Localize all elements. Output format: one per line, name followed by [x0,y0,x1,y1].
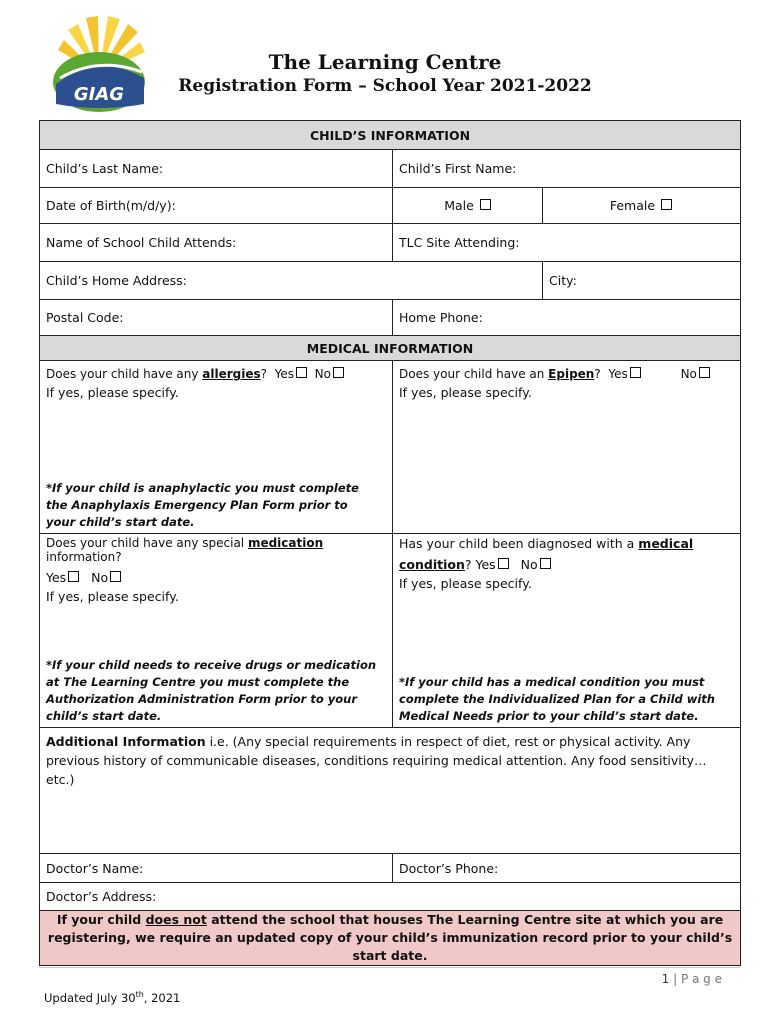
svg-text:GIAG: GIAG [73,84,125,105]
medication-yes-checkbox[interactable] [68,571,79,582]
medication-options: Yes No [46,570,386,585]
anaphylactic-note: *If your child is anaphylactic you must complete the Anaphylaxis Emergency Plan Form prior to your child’s start date. [46,481,359,529]
allergies-question: Does your child have any allergies? Yes No [46,367,386,381]
medication-no-checkbox[interactable] [110,571,121,582]
female-option [543,188,741,224]
home-phone-field[interactable] [393,300,741,336]
male-label: Male [444,198,474,213]
first-name-label: Child’s First Name: [399,161,517,176]
epipen-yes-checkbox[interactable] [630,367,641,378]
immunization-notice: If your child does not attend the school that houses The Learning Centre site at which you are registering, we require an updated copy of your child’s immunization record prior to your child’s start date. [40,911,741,966]
registration-form [39,120,741,966]
city-field[interactable] [543,262,741,300]
home-address-field[interactable] [40,262,543,300]
allergies-no-checkbox[interactable] [333,367,344,378]
epipen-no-checkbox[interactable] [699,367,710,378]
doctor-phone-label: Doctor’s Phone: [399,860,499,876]
doctor-address-label: Doctor’s Address: [46,889,157,904]
additional-info-label: Additional Information [46,734,206,749]
additional-info-cell[interactable] [40,728,741,854]
medical-info-heading: MEDICAL INFORMATION [40,336,741,361]
epipen-question: Does your child have an Epipen? Yes No [399,367,734,381]
child-info-heading: CHILD’S INFORMATION [40,121,741,150]
dob-field[interactable] [40,188,393,224]
male-checkbox[interactable] [480,199,491,210]
condition-no-checkbox[interactable] [540,558,551,569]
additional-info-text: i.e. (Any special requirements in respect of diet, rest or physical activity. Any previous history of communicable diseases, conditions requiring medical attention. Any food sensitivity…etc.) [46,734,707,787]
school-label: Name of School Child Attends: [46,235,237,250]
condition-cell[interactable] [393,534,741,728]
condition-note: *If your child has a medical condition you must complete the Individualized Plan for a Child with Medical Needs prior to your child’s start date. [399,675,715,723]
condition-question: Has your child been diagnosed with a medical [399,536,694,551]
medication-note: *If your child needs to receive drugs or medication at The Learning Centre you must complete the Authorization Administration Form prior to your child’s start date. [46,658,377,723]
home-address-label: Child’s Home Address: [46,273,187,288]
male-option [393,188,543,224]
condition-options: condition? Yes No [399,557,734,572]
dob-label: Date of Birth(m/d/y): [46,198,176,213]
female-label: Female [609,198,656,213]
form-subtitle: Registration Form – School Year 2021-2022 [178,76,592,96]
doctor-address-field[interactable] [40,883,741,911]
postal-code-field[interactable] [40,300,393,336]
condition-yes-checkbox[interactable] [498,558,509,569]
school-field[interactable] [40,224,393,262]
footer-divider [39,967,740,968]
doctor-name-label: Doctor’s Name: [46,860,144,876]
condition-specify: If yes, please specify. [399,576,532,591]
medication-question: Does your child have any special medication information? [46,536,324,564]
female-checkbox[interactable] [661,199,672,210]
page-number: 1 | P a g e [661,972,722,986]
last-name-label: Child’s Last Name: [46,161,164,176]
tlc-site-field[interactable] [393,224,741,262]
allergies-yes-checkbox[interactable] [296,367,307,378]
last-name-field[interactable] [40,150,393,188]
first-name-field[interactable] [393,150,741,188]
city-label: City: [549,273,577,288]
home-phone-label: Home Phone: [399,310,483,325]
allergies-specify: If yes, please specify. [46,385,179,400]
tlc-site-label: TLC Site Attending: [399,235,520,250]
allergies-cell[interactable] [40,361,393,534]
epipen-cell[interactable] [393,361,741,534]
doctor-name-field[interactable] [40,854,393,883]
medication-specify: If yes, please specify. [46,589,179,604]
medication-cell[interactable] [40,534,393,728]
doctor-phone-field[interactable] [393,854,741,883]
form-title: The Learning Centre [268,50,502,74]
epipen-specify: If yes, please specify. [399,385,532,400]
updated-date: Updated July 30th, 2021 [44,990,181,1005]
postal-code-label: Postal Code: [46,310,124,325]
